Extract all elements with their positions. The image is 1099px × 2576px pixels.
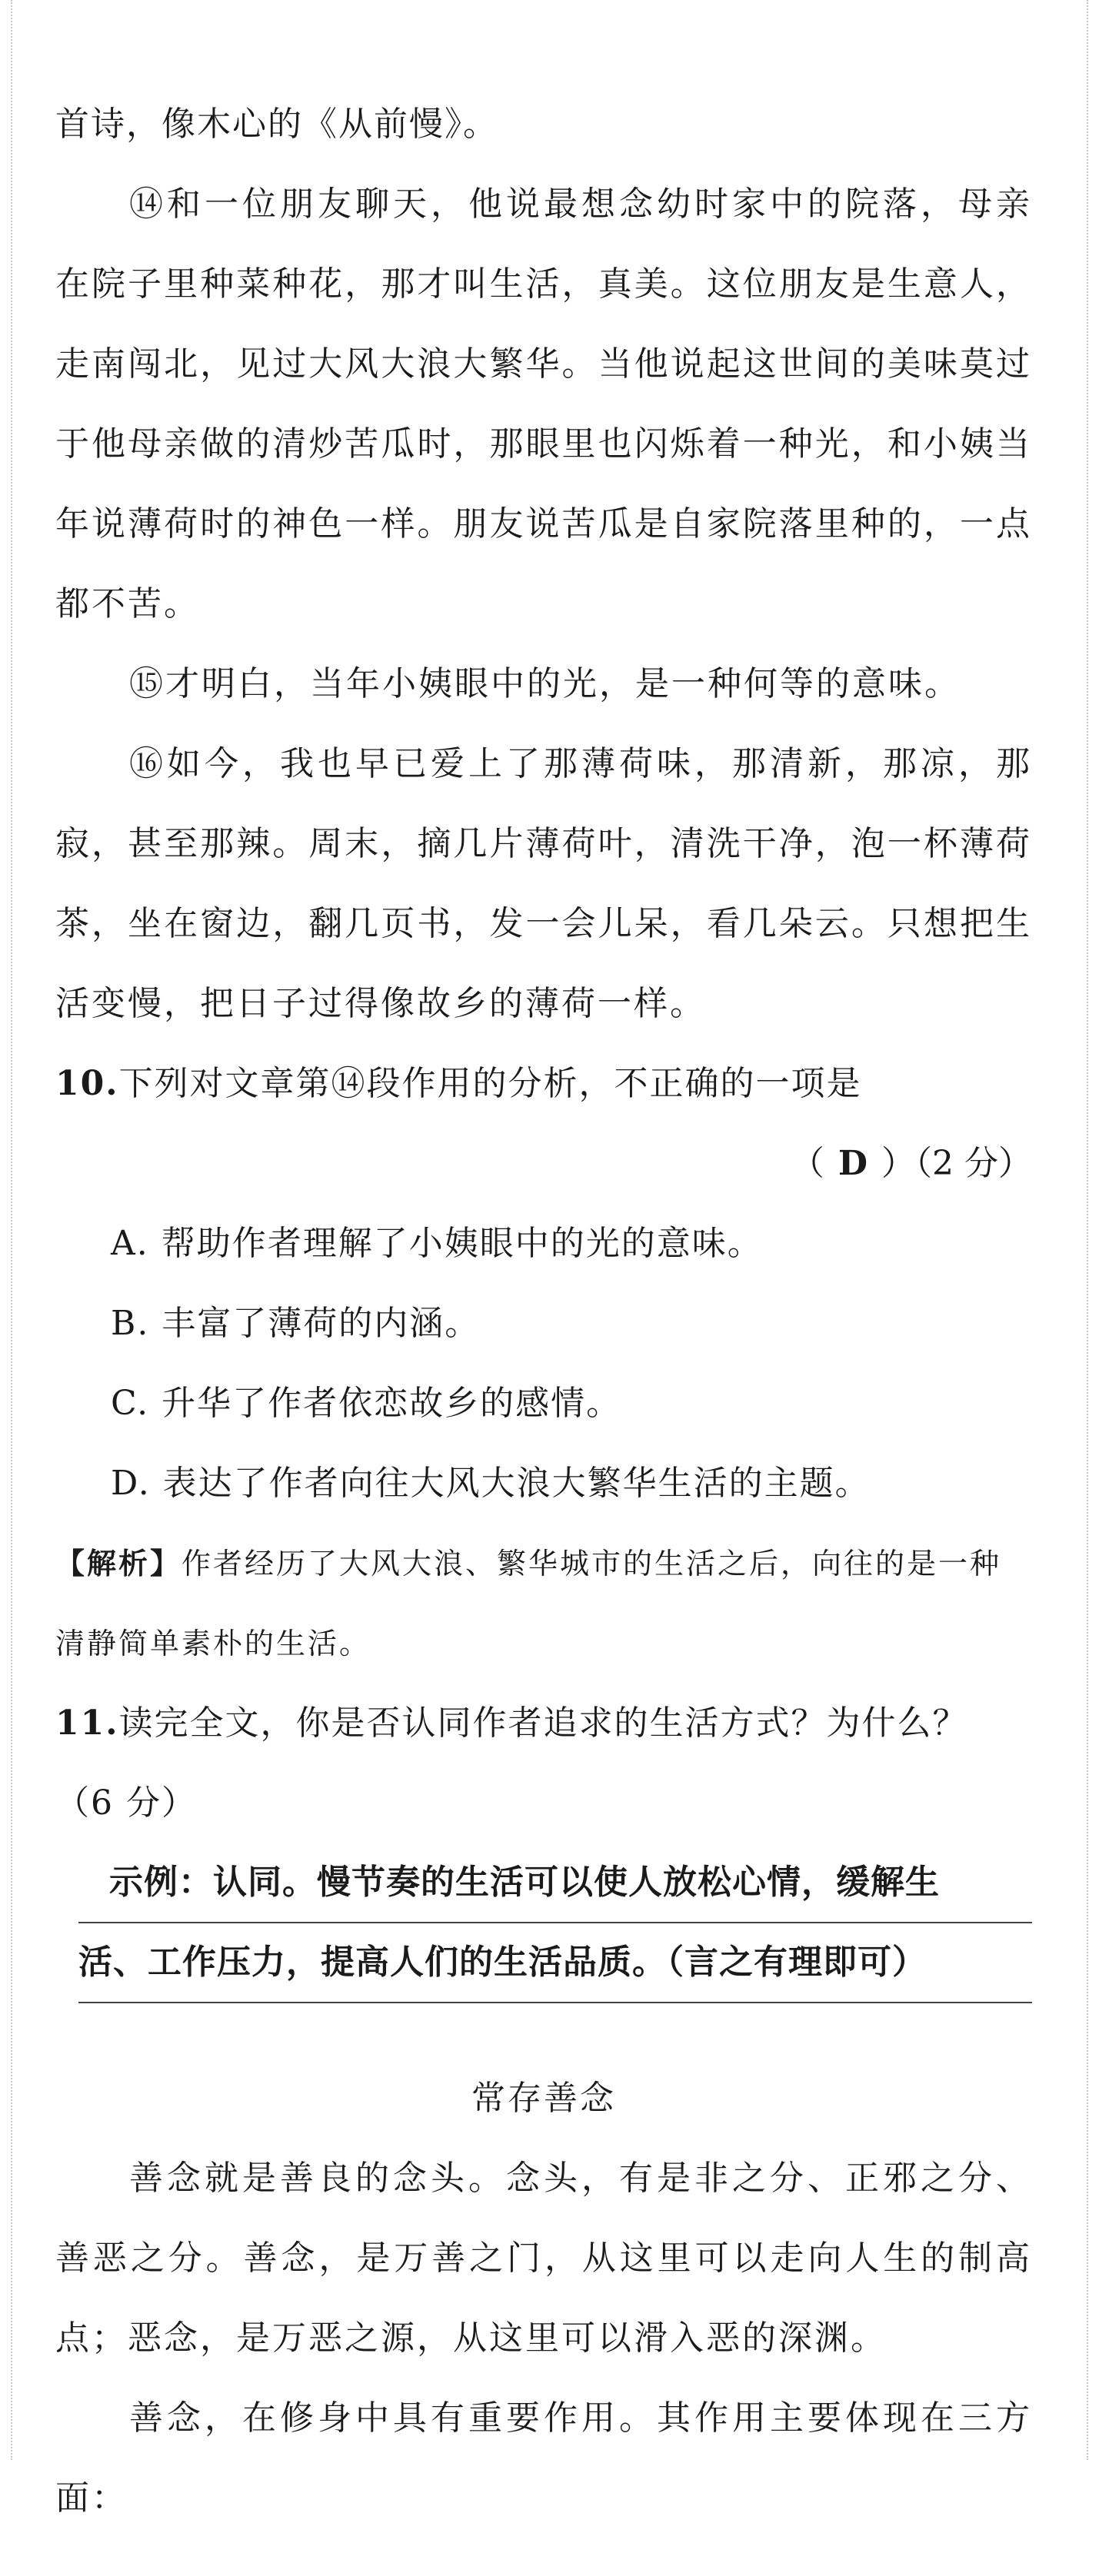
- page-content: [55, 85, 1032, 2538]
- question-10-number: 10.: [55, 1064, 119, 1103]
- essay-title: 常存善念: [471, 2079, 616, 2118]
- passage-paragraph-15: ⑮才明白，当年小姨眼中的光，是一种何等的意味。: [129, 664, 961, 703]
- passage-paragraph-16: ⑯如今，我也早已爱上了那薄荷味，那清新，那凉，那寂，甚至那辣。周末，摘几片薄荷叶，清洗干净，泡一杯薄荷茶，坐在窗边，翻几页书，发一会儿呆，看几朵云。只想把生活变慢，把日子过得像故乡的薄荷一样。: [55, 744, 1032, 1023]
- passage-paragraph-14: ⑭和一位朋友聊天，他说最想念幼时家中的院落，母亲在院子里种菜种花，那才叫生活，真美。这位朋友是生意人，走南闯北，见过大风大浪大繁华。当他说起这世间的美味莫过于他母亲做的清炒苦瓜时，那眼里也闪烁着一种光，和小姨当年说薄荷时的神色一样。朋友说苦瓜是自家院落里种的，一点都不苦。: [55, 184, 1032, 623]
- right-dotted-margin: [1087, 0, 1088, 2460]
- question-10-answer-line: [55, 1124, 1032, 1204]
- essay-paragraph-2: 善念，在修身中具有重要作用。其作用主要体现在三方面：: [55, 2398, 1032, 2518]
- question-11-score: （6 分）: [55, 1783, 197, 1823]
- answer-paren-open: （: [790, 1144, 824, 1183]
- question-10-score: （2 分）: [915, 1144, 1032, 1183]
- analysis-text: 作者经历了大风大浪、繁华城市的生活之后，向往的是一种清静简单素朴的生活。: [55, 1547, 1002, 1660]
- answer-paren-close: ）: [881, 1144, 916, 1183]
- question-10: [55, 1044, 1032, 1124]
- question-10-option-a: A. 帮助作者理解了小姨眼中的光的意味。: [111, 1224, 763, 1263]
- passage-continued-line: 首诗，像木心的《从前慢》。: [55, 105, 498, 144]
- answer-row-2: 活、工作压力，提高人们的生活品质。（言之有理即可）: [78, 1923, 1032, 2003]
- answer-row-1: 示例：认同。慢节奏的生活可以使人放松心情，缓解生: [78, 1843, 1032, 1923]
- question-10-text: 下列对文章第⑭段作用的分析，不正确的一项是: [118, 1064, 862, 1103]
- question-10-option-d: D. 表达了作者向往大风大浪大繁华生活的主题。: [111, 1464, 871, 1503]
- question-11-number: 11.: [55, 1703, 119, 1743]
- question-10-option-c: C. 升华了作者依恋故乡的感情。: [111, 1384, 622, 1423]
- question-11: [55, 1684, 1032, 1843]
- left-dotted-margin: [11, 0, 12, 2460]
- question-11-answer: [78, 1843, 1032, 2003]
- question-10-answer: D: [838, 1144, 868, 1183]
- question-10-option-b: B. 丰富了薄荷的内涵。: [111, 1304, 481, 1343]
- question-11-text: 读完全文，你是否认同作者追求的生活方式？为什么？: [118, 1703, 968, 1743]
- essay-paragraph-1: 善念就是善良的念头。念头，有是非之分、正邪之分、善恶之分。善念，是万善之门，从这里可以走向人生的制高点；恶念，是万恶之源，从这里可以滑入恶的深渊。: [55, 2159, 1032, 2358]
- question-10-analysis: [55, 1524, 1032, 1684]
- analysis-tag: 【解析】: [55, 1547, 182, 1581]
